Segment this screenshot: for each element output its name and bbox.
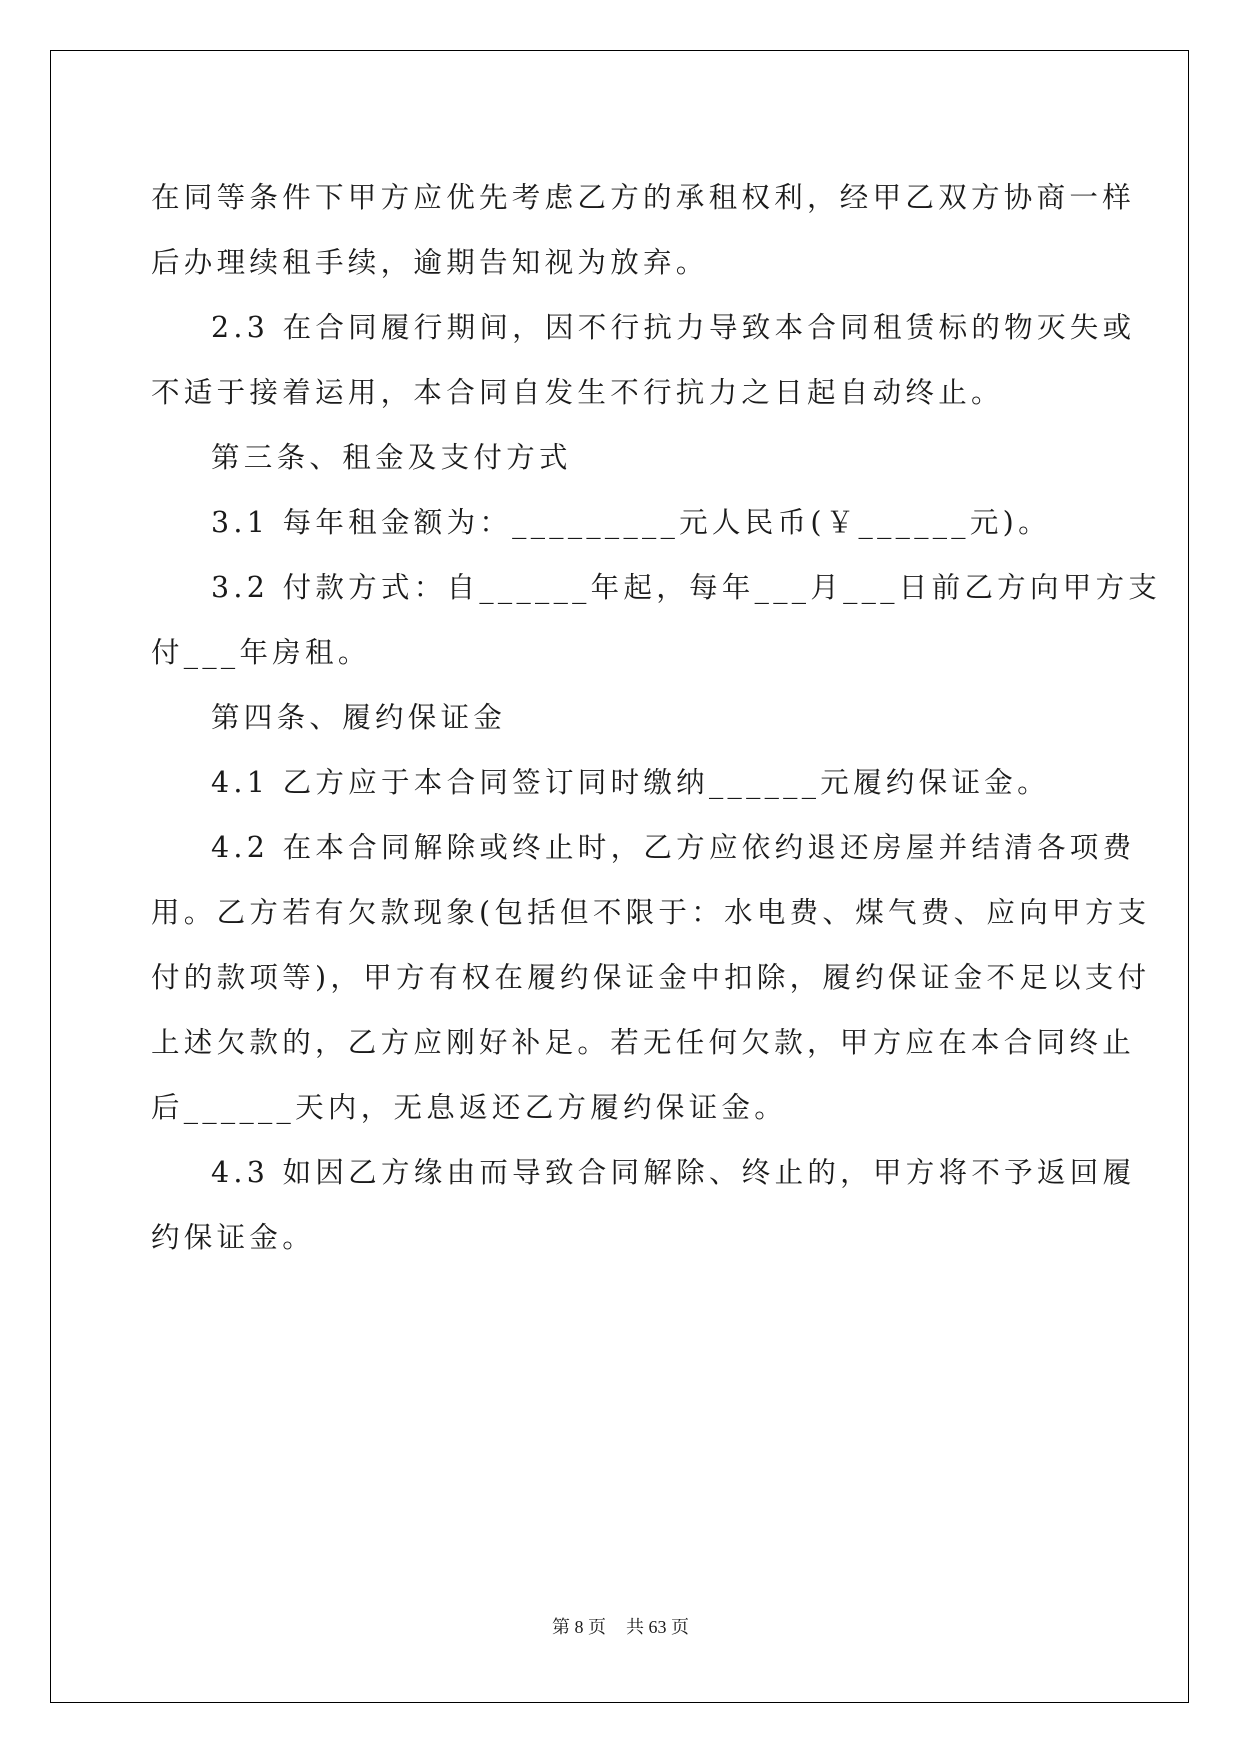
text-line: 不适于接着运用，本合同自发生不行抗力之日起自动终止。 [151,376,1004,409]
text-line: 用。乙方若有欠款现象(包括但不限于：水电费、煤气费、应向甲方支 [151,896,1151,929]
clause-3-2: 3.2 付款方式：自______年起，每年___月___日前乙方向甲方支 [211,571,1162,604]
document-body [151,165,1162,1270]
text-line: 上述欠款的，乙方应刚好补足。若无任何欠款，甲方应在本合同终止 [151,1026,1136,1059]
text-line: 后______天内，无息返还乙方履约保证金。 [151,1091,788,1124]
page-number: 第 8 页 [552,1617,606,1637]
text-line: 约保证金。 [151,1221,316,1254]
text-line: 在同等条件下甲方应优先考虑乙方的承租权利，经甲乙双方协商一样 [151,181,1136,214]
text-line: 后办理续租手续，逾期告知视为放弃。 [151,246,709,279]
clause-2-3: 2.3 在合同履行期间，因不行抗力导致本合同租赁标的物灭失或 [211,311,1136,344]
page-footer [0,1616,1241,1638]
text-line: 付___年房租。 [151,636,371,669]
clause-3-1: 3.1 每年租金额为：_________元人民币(￥______元)。 [211,506,1051,539]
section-heading-3: 第三条、租金及支付方式 [211,441,572,474]
clause-4-2: 4.2 在本合同解除或终止时，乙方应依约退还房屋并结清各项费 [211,831,1136,864]
text-line: 付的款项等)，甲方有权在履约保证金中扣除，履约保证金不足以支付 [151,961,1151,994]
page-total: 共 63 页 [626,1617,689,1637]
section-heading-4: 第四条、履约保证金 [211,701,507,734]
clause-4-1: 4.1 乙方应于本合同签订同时缴纳______元履约保证金。 [211,766,1050,799]
clause-4-3: 4.3 如因乙方缘由而导致合同解除、终止的，甲方将不予返回履 [211,1156,1136,1189]
